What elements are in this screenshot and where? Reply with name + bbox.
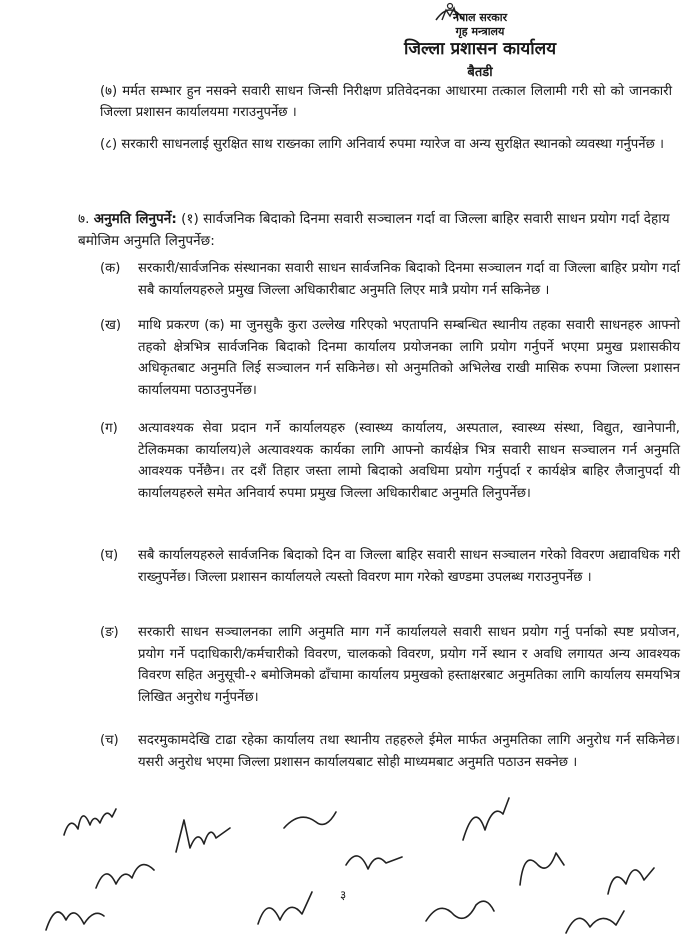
signature-10	[250, 880, 320, 935]
clause-nga	[100, 622, 680, 708]
section-number: ७.	[78, 211, 90, 227]
clause-cha	[100, 730, 680, 773]
clause-ga	[100, 418, 680, 504]
signature-6	[340, 835, 410, 885]
ministry-name: गृह मन्त्रालय	[455, 25, 505, 38]
paragraph-item-8: (८) सरकारी साधनलाई सुरक्षित साथ राख्नका लागि अनिवार्य रुपमा ग्यारेज वा अन्य सुरक्षित स्थानको व्यवस्था गर्नुपर्नेछ ।	[100, 137, 665, 152]
signature-2	[170, 808, 240, 863]
clause-text: अत्यावश्यक सेवा प्रदान गर्ने कार्यालयहरु (स्वास्थ्य कार्यालय, अस्पताल, स्वास्थ्य संस्था, विद्युत, खानेपानी, टेलिकमका कार्यालय)ले अत्यावश्यक कार्यका लागि आफ्नो कार्यक्षेत्र भित्र सवारी साधन सञ्चालन गर्न अनुमति आवश्यक पर्नेछैन। तर दशैं तिहार जस्ता लामो बिदाको अवधिमा प्रयोग गर्नुपर्दा र कार्यक्षेत्र बाहिर लैजानुपर्दा यी कार्यालयहरुले समेत अनिवार्य रुपमा प्रमुख जिल्ला अधिकारीबाट अनुमति लिनुपर्नेछ।	[138, 421, 680, 501]
clause-marker: (च)	[100, 733, 119, 748]
clause-text: सबै कार्यालयहरुले सार्वजनिक बिदाको दिन वा जिल्ला बाहिर सवारी साधन सञ्चालन गरेको विवरण अद्यावधिक गरी राख्नुपर्नेछ। जिल्ला प्रशासन कार्यालयले त्यस्तो विवरण माग गरेको खण्डमा उपलब्ध गराउनुपर्नेछ ।	[138, 548, 680, 585]
clause-text: सरकारी/सार्वजनिक संस्थानका सवारी साधन सार्वजनिक बिदाको दिनमा सञ्चालन गर्दा वा जिल्ला बाहिर प्रयोग गर्दा सबै कार्यालयहरुले प्रमुख जिल्ला अधिकारीबाट अनुमति लिएर मात्रै प्रयोग गर्न सकिनेछ ।	[138, 261, 680, 298]
page-number: ३	[340, 888, 347, 902]
clause-marker: (घ)	[100, 548, 119, 563]
paragraph-item-7: (७) मर्मत सम्भार हुन नसक्ने सवारी साधन जिन्सी निरीक्षण प्रतिवेदनका आधारमा तत्काल लिलामी गरी सो को जानकारी जिल्ला प्रशासन कार्यालयमा गराउनुपर्नेछ ।	[100, 84, 672, 120]
clause-marker: (ङ)	[100, 625, 119, 640]
clause-marker: (क)	[100, 261, 121, 276]
signature-1	[60, 795, 120, 845]
clause-gha	[100, 545, 680, 588]
signature-9	[40, 890, 110, 940]
section-7-heading-block	[78, 208, 678, 252]
signature-4	[455, 790, 515, 850]
clause-text: माथि प्रकरण (क) मा जुनसुकै कुरा उल्लेख गरिएको भएतापनि सम्बन्धित स्थानीय तहका सवारी साधनहरु आफ्नो तहको क्षेत्रभित्र सार्वजनिक बिदाको दिनमा कार्यालय प्रयोजनका लागि प्रयोग गर्नुपर्ने भएमा प्रमुख प्रशासकीय अधिकृतबाट अनुमति लिई सञ्चालन गर्न सकिनेछ। सो अनुमतिको अभिलेख राखी मासिक रुपमा जिल्ला प्रशासन कार्यालयमा पठाउनुपर्नेछ।	[138, 318, 680, 398]
signature-3	[280, 800, 340, 840]
clause-ka	[100, 258, 680, 301]
signature-12	[560, 895, 630, 943]
clause-text: सदरमुकामदेखि टाढा रहेका कार्यालय तथा स्थानीय तहहरुले ईमेल मार्फत अनुमतिका लागि अनुरोध गर्न सकिनेछ। यसरी अनुरोध भएमा जिल्ला प्रशासन कार्यालयबाट सोही माध्यमबाट अनुमति पठाउन सक्नेछ ।	[138, 733, 680, 770]
office-name: जिल्ला प्रशासन कार्यालय	[403, 39, 557, 59]
clause-text: सरकारी साधन सञ्चालनका लागि अनुमति माग गर्ने कार्यालयले सवारी साधन प्रयोग गर्नु पर्नाको स्पष्ट प्रयोजन, प्रयोग गर्ने पदाधिकारी/कर्मचारीको विवरण, चालकको विवरण, प्रयोग गर्ने स्थान र अवधि लगायत अन्य आवश्यक विवरण सहित अनुसूची-२ बमोजिमको ढाँचामा कार्यालय प्रमुखको हस्ताक्षरबाट अनुमतिका लागि कार्यालय समयभित्र लिखित अनुरोध गर्नुपर्नेछ।	[138, 625, 680, 705]
section-heading: अनुमति लिनुपर्ने:	[93, 211, 177, 227]
clause-marker: (ग)	[100, 421, 118, 436]
clause-marker: (ख)	[100, 318, 122, 333]
signature-11	[420, 885, 500, 935]
section-intro: (१) सार्वजनिक बिदाको दिनमा सवारी सञ्चालन गर्दा वा जिल्ला बाहिर सवारी साधन प्रयोग गर्दा देहाय बमोजिम अनुमति लिनुपर्नेछ:	[78, 211, 670, 249]
district-name: बैतडी	[467, 65, 493, 80]
clause-kha	[100, 315, 680, 401]
office-header	[390, 0, 590, 82]
government-name: नेपाल सरकार	[452, 11, 508, 24]
signature-7	[510, 835, 570, 895]
